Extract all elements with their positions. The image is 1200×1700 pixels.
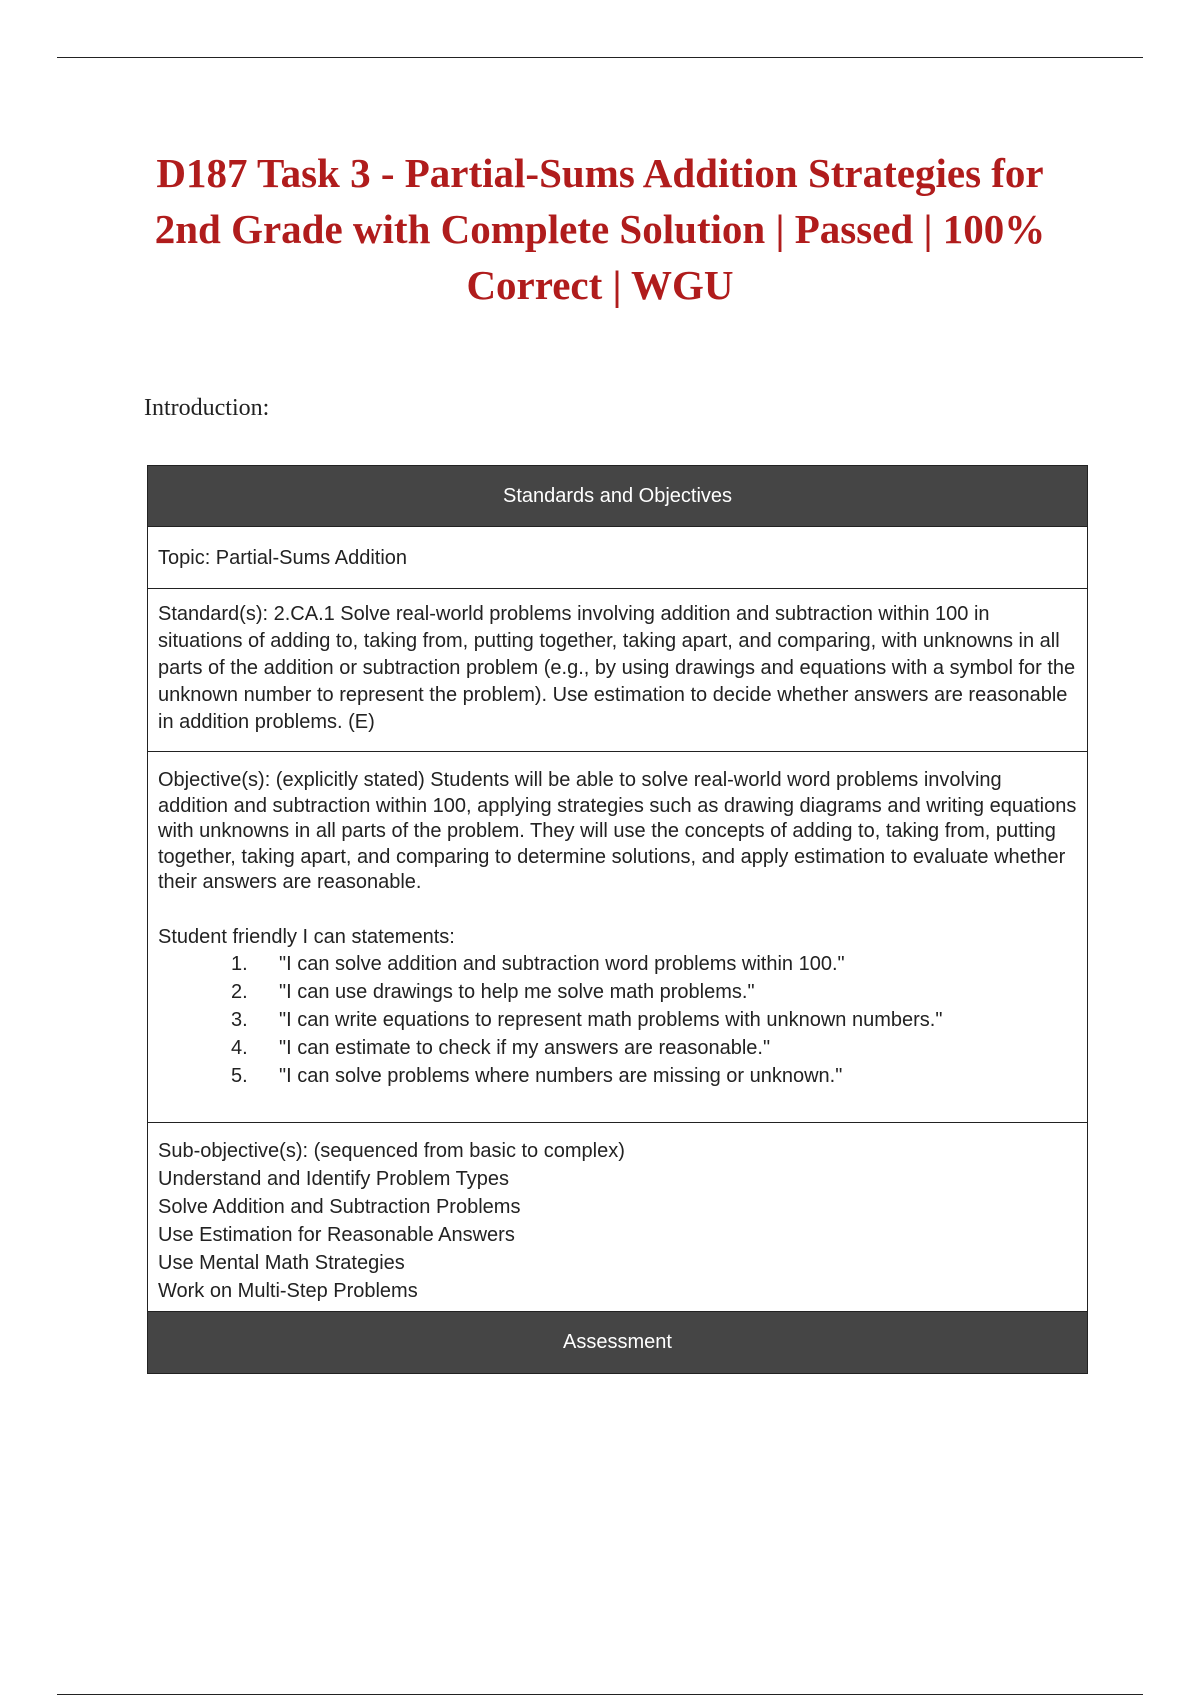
- list-number: 2.: [231, 981, 248, 1003]
- list-item-text: "I can write equations to represent math problems with unknown numbers.": [279, 1009, 943, 1031]
- subobjective-item: Understand and Identify Problem Types: [158, 1168, 509, 1190]
- subobjectives-heading: Sub-objective(s): (sequenced from basic to complex): [158, 1140, 625, 1162]
- standards-objectives-header: Standards and Objectives: [148, 466, 1087, 527]
- ican-list: [158, 950, 1077, 1090]
- introduction-label: Introduction:: [144, 395, 270, 421]
- bottom-divider: [57, 1694, 1143, 1695]
- list-number: 4.: [231, 1037, 248, 1059]
- objective-text: Objective(s): (explicitly stated) Students will be able to solve real-world word problems involving addition and subtraction within 100, applying strategies such as drawing diagrams and writing equations with unknowns in all parts of the problem. They will use the concepts of adding to, taking from, putting together, taking apart, and comparing to determine solutions, and apply estimation to evaluate whether their answers are reasonable.: [158, 769, 1077, 893]
- subobjective-item: Use Estimation for Reasonable Answers: [158, 1224, 515, 1246]
- list-number: 5.: [231, 1065, 248, 1087]
- list-item: [158, 1034, 1077, 1062]
- list-item: [158, 1006, 1077, 1034]
- standards-objectives-table: [147, 465, 1088, 1374]
- list-item: [158, 978, 1077, 1006]
- list-number: 1.: [231, 953, 248, 975]
- list-item-text: "I can use drawings to help me solve math problems.": [279, 981, 755, 1003]
- topic-cell: Topic: Partial-Sums Addition: [148, 527, 1087, 589]
- list-item: [158, 1062, 1077, 1090]
- subobjective-item: Use Mental Math Strategies: [158, 1252, 405, 1274]
- ican-heading: Student friendly I can statements:: [158, 925, 455, 948]
- list-item-text: "I can estimate to check if my answers are reasonable.": [279, 1037, 771, 1059]
- list-number: 3.: [231, 1009, 248, 1031]
- top-divider: [57, 57, 1143, 58]
- subobjectives-cell: [148, 1123, 1087, 1312]
- page-title: D187 Task 3 - Partial-Sums Addition Strategies for 2nd Grade with Complete Solution | Passed | 100% Correct | WGU: [154, 150, 1046, 308]
- list-item-text: "I can solve problems where numbers are missing or unknown.": [279, 1065, 843, 1087]
- objective-cell: [148, 752, 1087, 1123]
- assessment-header: Assessment: [148, 1312, 1087, 1373]
- subobjective-item: Work on Multi-Step Problems: [158, 1280, 418, 1302]
- list-item: [158, 950, 1077, 978]
- standard-text: Standard(s): 2.CA.1 Solve real-world problems involving addition and subtraction within 100 in situations of adding to, taking from, putting together, taking apart, and comparing, with unknowns in all parts of the addition or subtraction problem (e.g., by using drawings and equations with a symbol for the unknown number to represent the problem). Use estimation to decide whether answers are reasonable in addition problems. (E): [158, 603, 1076, 733]
- subobjective-item: Solve Addition and Subtraction Problems: [158, 1196, 521, 1218]
- list-item-text: "I can solve addition and subtraction word problems within 100.": [279, 953, 845, 975]
- standard-cell: [148, 589, 1087, 752]
